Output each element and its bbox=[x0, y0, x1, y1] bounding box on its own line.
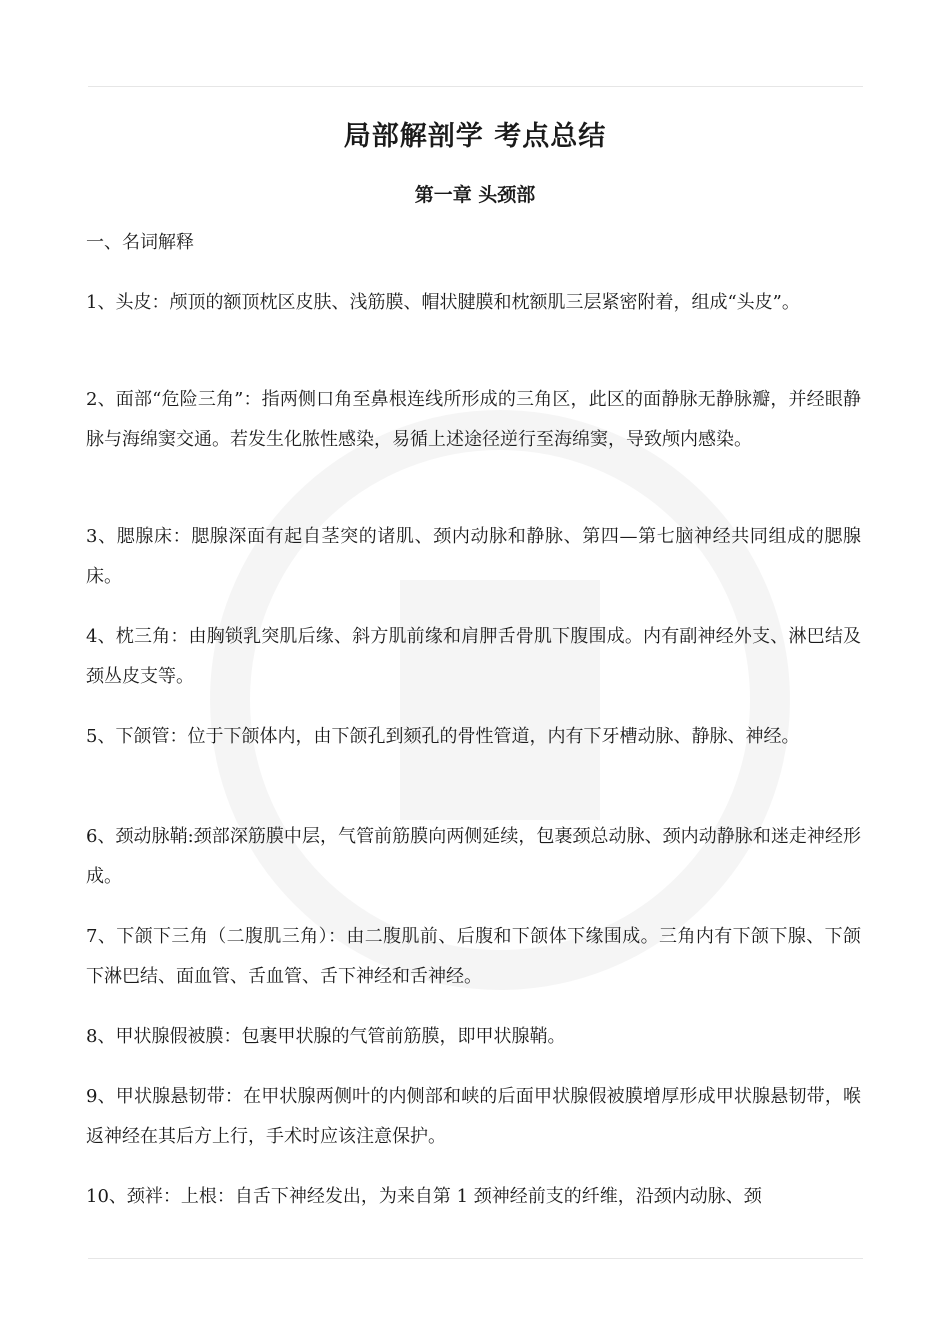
list-item: 6、颈动脉鞘:颈部深筋膜中层，气管前筋膜向两侧延续，包裹颈总动脉、颈内动静脉和迷走神经形成。 bbox=[86, 826, 861, 887]
list-item: 7、下颌下三角（二腹肌三角）：由二腹肌前、后腹和下颌体下缘围成。三角内有下颌下腺、下颌下淋巴结、面血管、舌血管、舌下神经和舌神经。 bbox=[86, 926, 861, 987]
list-item: 1、头皮：颅顶的额顶枕区皮肤、浅筋膜、帽状腱膜和枕额肌三层紧密附着，组成“头皮”。 bbox=[86, 292, 800, 313]
section-heading: 一、名词解释 bbox=[86, 232, 194, 253]
list-item: 5、下颌管：位于下颌体内，由下颌孔到颏孔的骨性管道，内有下牙槽动脉、静脉、神经。 bbox=[86, 726, 800, 747]
list-item: 2、面部“危险三角”：指两侧口角至鼻根连线所形成的三角区，此区的面静脉无静脉瓣，并经眼静脉与海绵窦交通。若发生化脓性感染，易循上述途径逆行至海绵窦，导致颅内感染。 bbox=[86, 389, 861, 450]
list-item: 4、枕三角：由胸锁乳突肌后缘、斜方肌前缘和肩胛舌骨肌下腹围成。内有副神经外支、淋巴结及颈丛皮支等。 bbox=[86, 626, 861, 687]
page-title: 局部解剖学 考点总结 bbox=[343, 121, 607, 152]
list-item: 8、甲状腺假被膜：包裹甲状腺的气管前筋膜，即甲状腺鞘。 bbox=[86, 1026, 566, 1047]
list-item: 10、颈袢：上根：自舌下神经发出，为来自第 1 颈神经前支的纤维，沿颈内动脉、颈 bbox=[86, 1186, 762, 1207]
chapter-heading: 第一章 头颈部 bbox=[414, 184, 536, 206]
top-divider bbox=[88, 86, 863, 87]
list-item: 9、甲状腺悬韧带：在甲状腺两侧叶的内侧部和峡的后面甲状腺假被膜增厚形成甲状腺悬韧带，喉返神经在其后方上行，手术时应该注意保护。 bbox=[86, 1086, 861, 1147]
bottom-divider bbox=[88, 1258, 863, 1259]
list-item: 3、腮腺床：腮腺深面有起自茎突的诸肌、颈内动脉和静脉、第四—第七脑神经共同组成的腮腺床。 bbox=[86, 526, 861, 587]
